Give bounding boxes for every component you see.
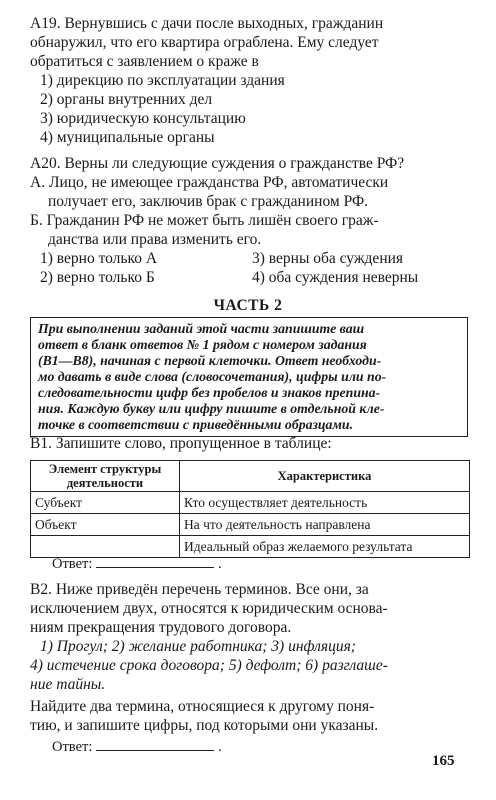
a19-text-line: обнаружил, что его квартира ограблена. Ему следует [30, 34, 379, 51]
a20-statement-b: данства или права изменить его. [48, 231, 262, 248]
a19-option: 2) органы внутренних дел [40, 91, 213, 108]
b2-text-line: исключением двух, относятся к юридическим основа- [30, 600, 388, 617]
table-cell-description: Идеальный образ желаемого результата [180, 536, 470, 558]
a20-statement-a: А. Лицо, не имеющее гражданства РФ, автоматически [30, 174, 389, 191]
b2-answer-line: Ответ: . [52, 739, 222, 755]
instruction-line: ния. Каждую букву или цифру пишите в отдельной кле- [38, 401, 385, 416]
a19-text-line: обратиться с заявлением о краже в [30, 53, 259, 70]
answer-label: Ответ: [52, 739, 93, 755]
table-header-element [31, 461, 180, 492]
question-b1: В1. Запишите слово, пропущенное в таблице: [30, 435, 332, 452]
b2-terms-line: 4) истечение срока договора; 5) дефолт; 6) разглаше- [30, 657, 388, 674]
b1-answer-line: Ответ: . [52, 556, 222, 572]
question-a20 [30, 154, 470, 287]
table-header-characteristic: Характеристика [180, 461, 470, 492]
table-header-row [31, 461, 470, 492]
header-text: Элемент структуры [48, 462, 162, 476]
question-a19 [30, 14, 470, 147]
a19-option: 1) дирекцию по эксплуатации здания [40, 72, 285, 89]
answer-blank[interactable] [96, 555, 214, 568]
table-cell-description: На что деятельность направлена [180, 514, 470, 536]
a19-text-line: А19. Вернувшись с дачи после выходных, гражданин [30, 15, 384, 32]
instruction-line: мо давать в виде слова (словосочетания), цифры или по- [38, 369, 387, 384]
table-row [31, 514, 470, 536]
instruction-line: При выполнении заданий этой части запишите ваш [38, 321, 365, 336]
a20-option: 4) оба суждения неверны [252, 269, 419, 286]
b2-terms-line: 1) Прогул; 2) желание работника; 3) инфляция; [40, 638, 356, 655]
part-2-instruction-box [30, 317, 468, 437]
a20-options-row [30, 268, 470, 287]
instruction-line: (B1—B8), начиная с первой клеточки. Ответ необходи- [38, 353, 382, 368]
instruction-line: ответ в бланк ответов № 1 рядом с номером задания [38, 337, 367, 352]
answer-label: Ответ: [52, 556, 93, 572]
b2-text-line: ниям прекращения трудового договора. [30, 619, 292, 636]
a20-option: 3) верны оба суждения [252, 250, 404, 267]
answer-blank[interactable] [96, 738, 214, 751]
b1-table [30, 460, 470, 558]
b2-text-line: В2. Ниже приведён перечень терминов. Все они, за [30, 581, 369, 598]
a20-option: 2) верно только Б [40, 269, 155, 286]
table-row [31, 492, 470, 514]
table-cell-description: Кто осуществляет деятельность [180, 492, 470, 514]
table-cell-element: Объект [31, 514, 180, 536]
header-text: деятельности [66, 476, 144, 490]
page-number: 165 [432, 753, 455, 769]
a19-option: 4) муниципальные органы [40, 129, 215, 146]
a20-question: А20. Верны ли следующие суждения о гражданстве РФ? [30, 155, 405, 172]
question-b2 [30, 580, 470, 735]
instruction-line: точке в соответствии с приведёнными образцами. [38, 417, 354, 432]
instruction-line: следовательности цифр без пробелов и знаков препина- [38, 385, 381, 400]
a19-option: 3) юридическую консультацию [40, 110, 246, 127]
a20-options-row [30, 249, 470, 268]
b2-task-line: тию, и запишите цифры, под которыми они указаны. [30, 717, 379, 734]
a20-statement-a: получает его, заключив брак с гражданином РФ. [48, 193, 369, 210]
table-cell-element: Субъект [31, 492, 180, 514]
part-2-title: ЧАСТЬ 2 [213, 297, 283, 314]
b2-task-line: Найдите два термина, относящиеся к другому поня- [30, 698, 375, 715]
b2-terms-line: ние тайны. [30, 676, 106, 693]
a20-option: 1) верно только А [40, 250, 158, 267]
a20-statement-b: Б. Гражданин РФ не может быть лишён своего граж- [30, 212, 379, 229]
